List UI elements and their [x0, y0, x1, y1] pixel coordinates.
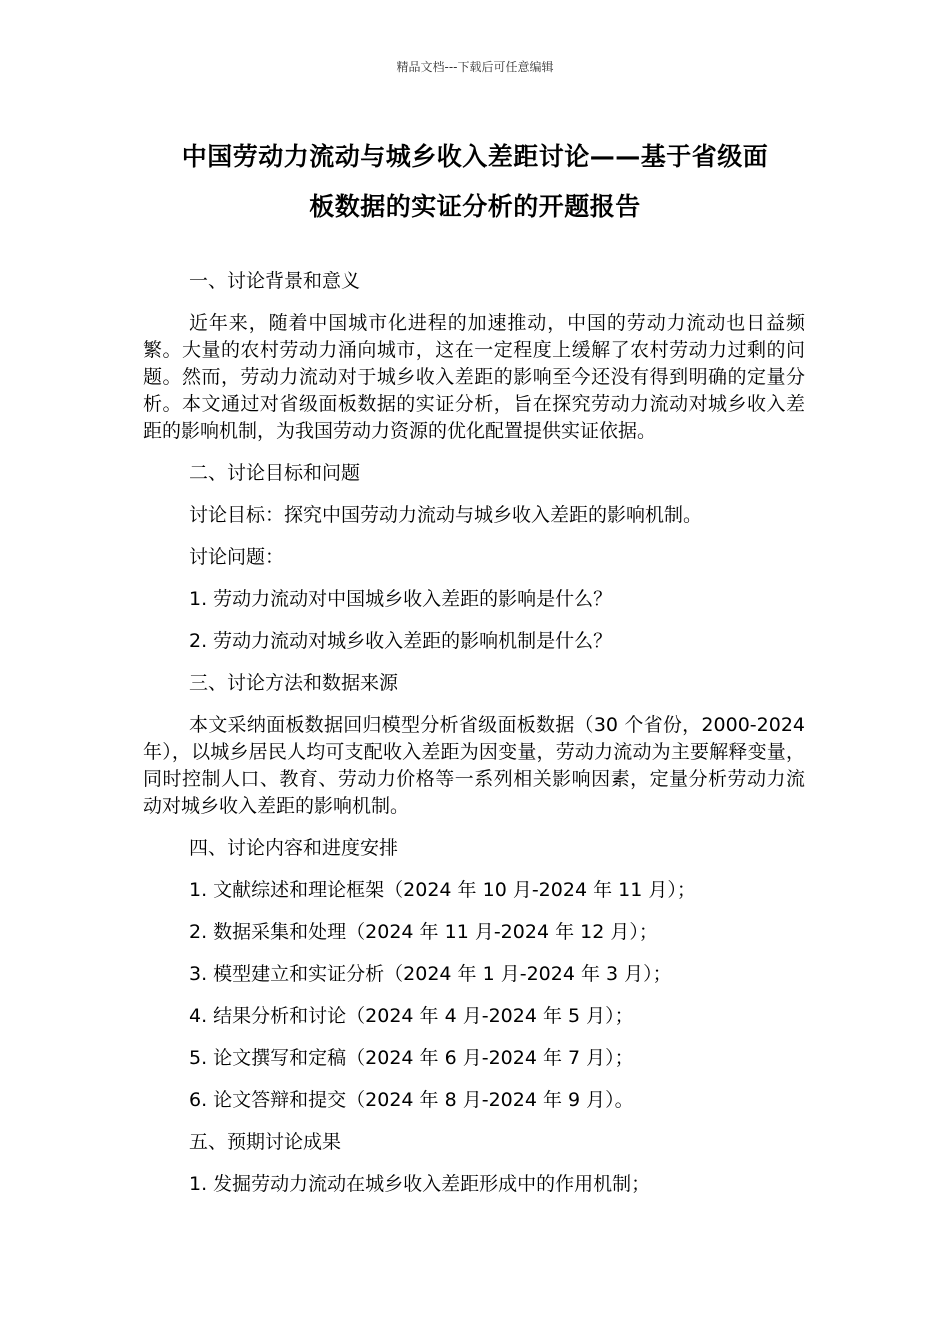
section-heading-schedule: 四、讨论内容和进度安排 [189, 837, 399, 859]
research-questions-label: 讨论问题： [189, 546, 285, 568]
schedule-item: 4. 结果分析和讨论（2024 年 4 月-2024 年 5 月）； [189, 1005, 634, 1027]
section-heading-background: 一、讨论背景和意义 [189, 270, 361, 292]
header-note: 精品文档---下载后可任意编辑 [396, 60, 554, 74]
document-title [140, 132, 810, 232]
title-line-1: 中国劳动力流动与城乡收入差距讨论——基于省级面 [181, 142, 769, 171]
research-question-1: 1. 劳动力流动对中国城乡收入差距的影响是什么？ [189, 588, 613, 610]
methods-paragraph: 本文采纳面板数据回归模型分析省级面板数据（30 个省份，2000-2024 年），以城乡居民人均可支配收入差距为因变量，劳动力流动为主要解释变量，同时控制人口、教育、劳动力价格等一系列相关影响因素，定量分析劳动力流动对城乡收入差距的影响机制。 [143, 714, 805, 817]
title-line-2: 板数据的实证分析的开题报告 [309, 192, 641, 221]
research-question-2: 2. 劳动力流动对城乡收入差距的影响机制是什么？ [189, 630, 613, 652]
section-heading-methods: 三、讨论方法和数据来源 [189, 672, 399, 694]
research-goal: 讨论目标：探究中国劳动力流动与城乡收入差距的影响机制。 [189, 504, 703, 526]
outcome-item-1: 1. 发掘劳动力流动在城乡收入差距形成中的作用机制； [189, 1173, 651, 1195]
section-heading-outcomes: 五、预期讨论成果 [189, 1131, 342, 1153]
schedule-item: 6. 论文答辩和提交（2024 年 8 月-2024 年 9 月）。 [189, 1089, 634, 1111]
schedule-item: 5. 论文撰写和定稿（2024 年 6 月-2024 年 7 月）； [189, 1047, 634, 1069]
background-paragraph: 近年来，随着中国城市化进程的加速推动，中国的劳动力流动也日益频繁。大量的农村劳动力涌向城市，这在一定程度上缓解了农村劳动力过剩的问题。然而，劳动力流动对于城乡收入差距的影响至今还没有得到明确的定量分析。本文通过对省级面板数据的实证分析，旨在探究劳动力流动对城乡收入差距的影响机制，为我国劳动力资源的优化配置提供实证依据。 [143, 312, 805, 442]
schedule-item: 2. 数据采集和处理（2024 年 11 月-2024 年 12 月）； [189, 921, 658, 943]
schedule-item: 3. 模型建立和实证分析（2024 年 1 月-2024 年 3 月）； [189, 963, 672, 985]
document-body [143, 268, 805, 1213]
schedule-item: 1. 文献综述和理论框架（2024 年 10 月-2024 年 11 月）； [189, 879, 696, 901]
section-heading-goals: 二、讨论目标和问题 [189, 462, 361, 484]
